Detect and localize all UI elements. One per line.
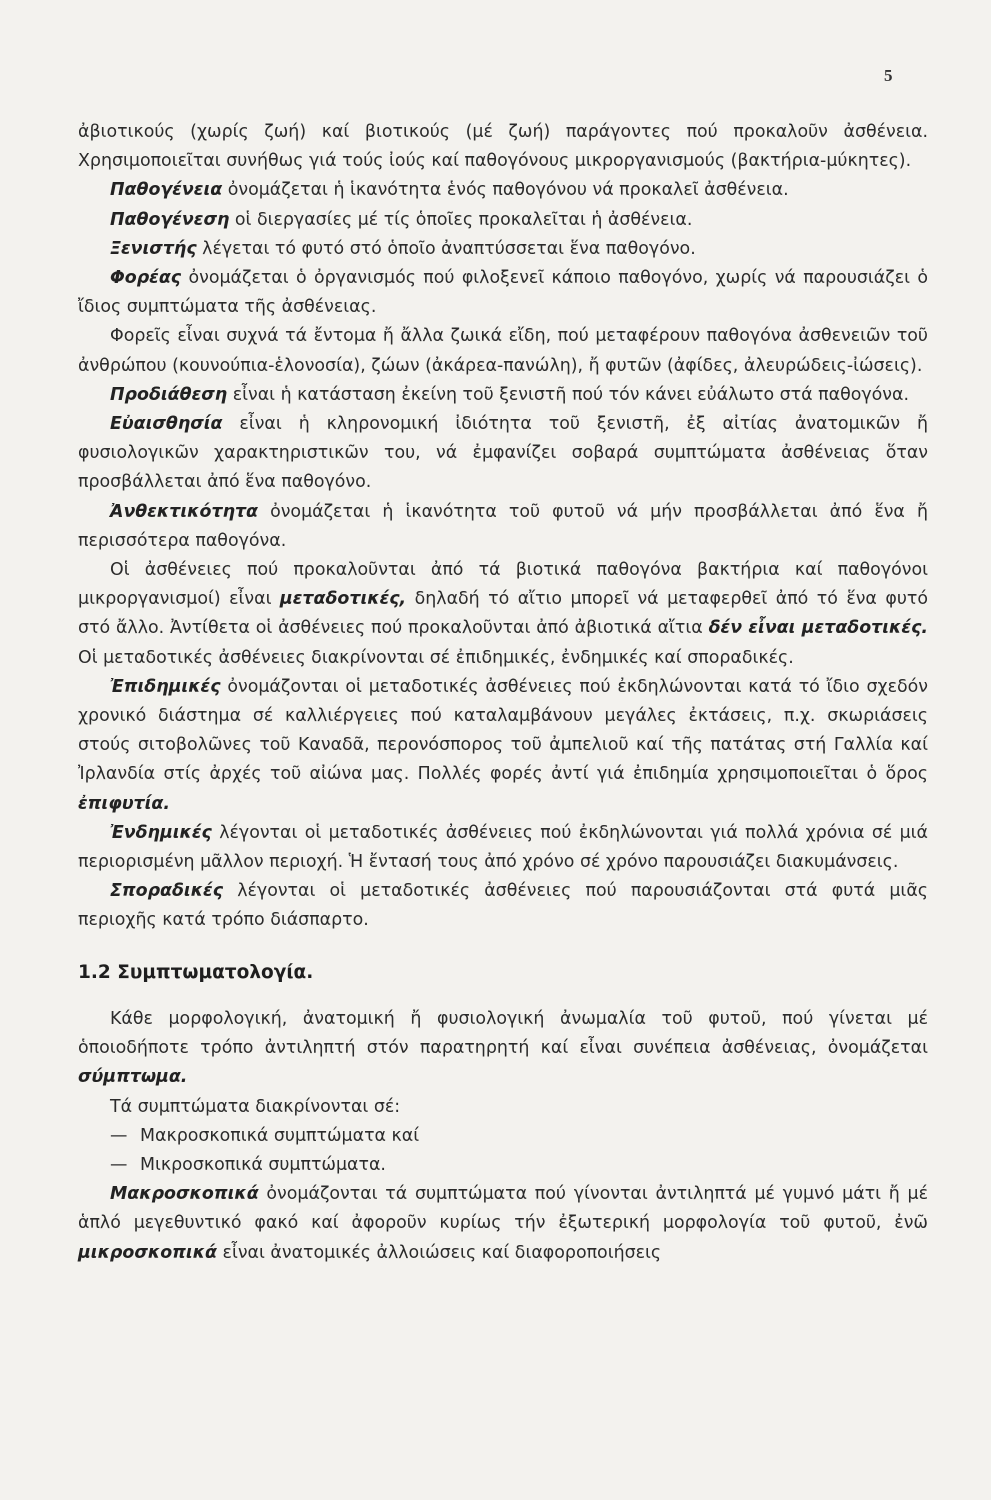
definition-text: οἱ διεργασίες μέ τίς ὁποῖες προκαλεῖται ἡ ἀσθένεια.	[229, 209, 693, 230]
term-pathogeneia: Παθογένεια	[110, 180, 223, 201]
page-number: 5	[884, 66, 893, 85]
list-item-text: Μικροσκοπικά συμπτώματα.	[140, 1154, 386, 1175]
definition-euaisthisia	[78, 410, 928, 498]
definition-text: ὀνομάζεται ἡ ἱκανότητα τοῦ φυτοῦ νά μήν προσβάλλεται ἀπό ἕνα ἤ περισσότερα παθογόνα.	[78, 501, 928, 551]
classification-intro: Τά συμπτώματα διακρίνονται σέ:	[110, 1096, 401, 1117]
paragraph-abiotic: ἀβιοτικούς (χωρίς ζωή) καί βιοτικούς (μέ ζωή) παράγοντες πού προκαλοῦν ἀσθένεια. Χρησιμοποιεῖται συνήθως γιά τούς ἰούς καί παθογόνους μικροργανισμούς (βακτήρια-μύκητες).	[78, 122, 928, 172]
term-xenistis: Ξενιστής	[110, 238, 197, 259]
definition-text: εἶναι ἡ κατάσταση ἐκείνη τοῦ ξενιστῆ πού τόν κάνει εὐάλωτο στά παθογόνα.	[227, 384, 909, 405]
term-metadotikes: μεταδοτικές,	[279, 589, 407, 610]
page-body	[78, 118, 928, 1268]
symptoma-text: Κάθε μορφολογική, ἀνατομική ἤ φυσιολογική ἀνωμαλία τοῦ φυτοῦ, πού γίνεται μέ ὁποιοδήποτε τρόπο ἀντιληπτή στόν παρατηρητή καί εἶναι συνέπεια ἀσθένειας, ὀνομάζεται	[78, 1008, 928, 1059]
definition-prodiathesi	[78, 381, 928, 410]
term-epidimikes: Ἐπιδημικές	[110, 676, 221, 697]
definition-pathogeneia	[78, 176, 928, 205]
definition-epidimikes	[78, 673, 928, 819]
term-mikroskopika: μικροσκοπικά	[78, 1242, 218, 1263]
term-anthektikotita: Ἀνθεκτικότητα	[110, 501, 258, 522]
definition-anthektikotita	[78, 498, 928, 556]
paragraph-metadotikes	[78, 556, 928, 673]
term-endimikes: Ἐνδημικές	[110, 822, 212, 843]
list-item	[78, 1151, 928, 1180]
definition-sporadikes	[78, 877, 928, 935]
definition-text: λέγεται τό φυτό στό ὁποῖο ἀναπτύσσεται ἕνα παθογόνο.	[196, 238, 696, 259]
term-prodiathesi: Προδιάθεση	[110, 384, 228, 405]
section-heading: 1.2 Συμπτωματολογία.	[78, 961, 314, 983]
mikro-text: εἶναι ἀνατομικές ἀλλοιώσεις καί διαφοροποιήσεις	[217, 1242, 662, 1263]
dash-bullet: —	[110, 1154, 128, 1175]
definition-text: λέγονται οἱ μεταδοτικές ἀσθένειες πού παρουσιάζονται στά φυτά μιᾶς περιοχῆς κατά τρόπο διάσπαρτο.	[78, 881, 928, 931]
dash-bullet: —	[110, 1125, 128, 1146]
definition-text: εἶναι ἡ κληρονομική ἰδιότητα τοῦ ξενιστῆ, ἐξ αἰτίας ἀνατομικῶν ἤ φυσιολογικῶν χαρακτηριστικῶν του, νά ἐμφανίζει σοβαρά συμπτώματα ἀσθένειας ὅταν προσβάλλεται ἀπό ἕνα παθογόνο.	[78, 414, 928, 493]
metadotikes-text-b: δηλαδή τό αἴτιο μπορεῖ νά μεταφερθεῖ ἀπό τό ἕνα φυτό στό ἄλλο. Ἀντίθετα οἱ ἀσθένειες πού προκαλοῦνται ἀπό ἀβιοτικά αἴτια	[78, 589, 928, 639]
metadotikes-text-c: Οἱ μεταδοτικές ἀσθένειες διακρίνονται σέ ἐπιδημικές, ἐνδημικές καί σποραδικές.	[78, 647, 794, 668]
definition-text: ὀνομάζεται ἡ ἱκανότητα ἑνός παθογόνου νά προκαλεῖ ἀσθένεια.	[222, 180, 789, 201]
term-euaisthisia: Εὐαισθησία	[110, 414, 223, 435]
makro-text: ὀνομάζονται τά συμπτώματα πού γίνονται ἀντιληπτά μέ γυμνό μάτι ἤ μέ ἁπλό μεγεθυντικό φακό καί ἀφοροῦν κυρίως τήν ἐξωτερική μορφολογία τοῦ φυτοῦ, ἐνῶ	[78, 1184, 928, 1234]
list-item	[78, 1122, 928, 1151]
paragraph-foreis: Φορεῖς εἶναι συχνά τά ἔντομα ἤ ἄλλα ζωικά εἴδη, πού μεταφέρουν παθογόνα ἀσθενειῶν τοῦ ἀνθρώπου (κουνούπια-ἑλονοσία), ζώων (ἀκάρεα-πανώλη), ἤ φυτῶν (ἀφίδες, ἀλευρώδεις-ἰώσεις).	[78, 326, 928, 376]
paragraph-symptoma	[78, 1005, 928, 1093]
list-item-text: Μακροσκοπικά συμπτώματα καί	[140, 1125, 420, 1146]
definition-endimikes	[78, 819, 928, 877]
term-den-metadotikes: δέν εἶναι μεταδοτικές.	[708, 618, 928, 639]
term-pathogenesi: Παθογένεση	[110, 209, 230, 230]
term-epifytia: ἐπιφυτία.	[78, 793, 170, 814]
term-symptoma: σύμπτωμα.	[78, 1067, 188, 1088]
definition-text: λέγονται οἱ μεταδοτικές ἀσθένειες πού ἐκδηλώνονται γιά πολλά χρόνια σέ μιά περιορισμένη μᾶλλον περιοχή. Ἡ ἔντασή τους ἀπό χρόνο σέ χρόνο παρουσιάζει διακυμάνσεις.	[78, 822, 928, 873]
definition-foreas	[78, 264, 928, 322]
definition-pathogenesi	[78, 206, 928, 235]
definition-text: ὀνομάζονται οἱ μεταδοτικές ἀσθένειες πού ἐκδηλώνονται κατά τό ἴδιο σχεδόν χρονικό διάστημα σέ καλλιέργειες πού καταλαμβάνουν μεγάλες ἐκτάσεις, π.χ. σκωριάσεις στούς σιτοβολῶνες τοῦ Καναδᾶ, περονόσπορος τοῦ ἀμπελιοῦ καί τῆς πατάτας στή Γαλλία καί Ἰρλανδία στίς ἀρχές τοῦ αἰώνα μας. Πολλές φορές ἀντί γιά ἐπιδημία χρησιμοποιεῖται ὁ ὅρος	[78, 676, 928, 785]
paragraph-makroskopika	[78, 1180, 928, 1268]
metadotikes-text-a: Οἱ ἀσθένειες πού προκαλοῦνται ἀπό τά βιοτικά παθογόνα βακτήρια καί παθογόνοι μικροργανισμοί) εἶναι	[78, 560, 928, 610]
term-foreas: Φορέας	[110, 268, 182, 289]
term-makroskopika: Μακροσκοπικά	[110, 1184, 259, 1205]
definition-xenistis	[78, 235, 928, 264]
definition-text: ὀνομάζεται ὁ ὀργανισμός πού φιλοξενεῖ κάποιο παθογόνο, χωρίς νά παρουσιάζει ὁ ἴδιος συμπτώματα τῆς ἀσθένειας.	[78, 268, 928, 318]
term-sporadikes: Σποραδικές	[110, 881, 224, 902]
